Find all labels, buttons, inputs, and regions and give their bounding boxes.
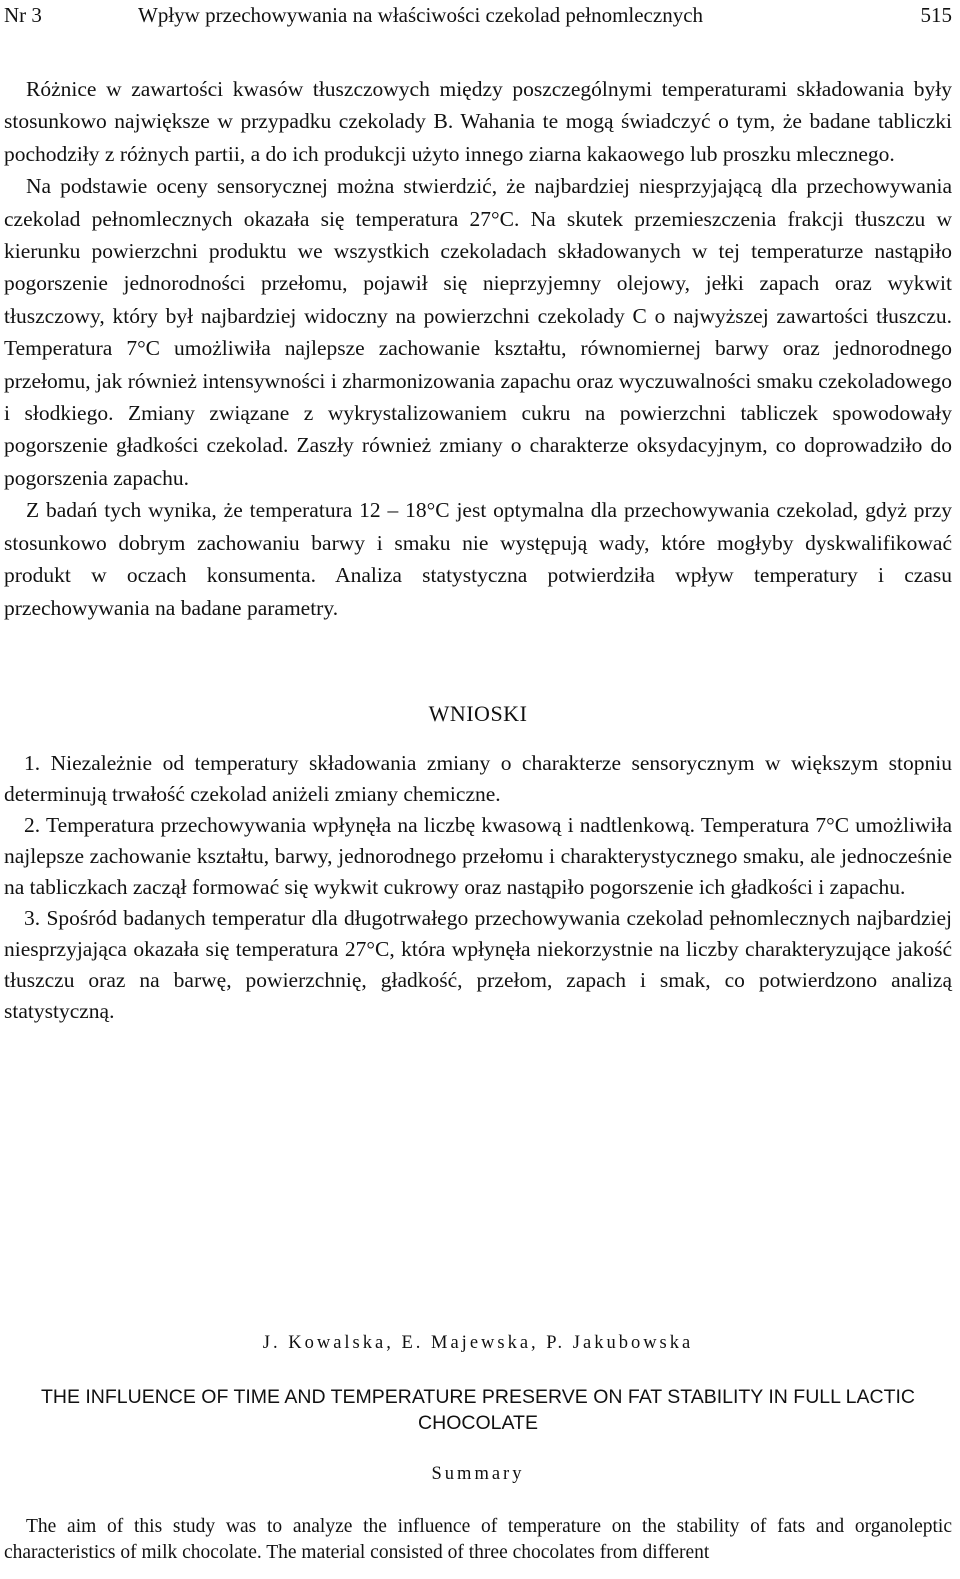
conclusions-heading: WNIOSKI [428,700,528,726]
summary-heading: Summary [431,1464,525,1484]
conclusion-item: 3. Spośród badanych temperatur dla długotrwałego przechowywania czekolad pełnomlecznych najbardziej niesprzyjająca okazała się temperatura 27°C, która wpłynęła niekorzystnie na liczby charakteryzujące jakość tłuszczu oraz na barwę, powierzchnię, gładkość, przełom, zapach i smak, co potwierdzono analizą statystyczną. [4,906,952,1024]
conclusion-item: 2. Temperatura przechowywania wpłynęła na liczbę kwasową i nadtlenkową. Temperatura 7°C umożliwiła najlepsze zachowanie kształtu, barwy, jednorodnego przełomu i charakterystycznego smaku, ale jednocześnie na tabliczkach zaczął formować się wykwit cukrowy oraz nastąpiło pogorszenie ich gładkości i zapachu. [4,813,952,900]
page-header [4,0,952,30]
page-number: 515 [920,3,952,27]
section-spacer [4,624,952,688]
summary-paragraph: The aim of this study was to analyze the influence of temperature on the stability of fats and organoleptic characteristics of milk chocolate. The material consisted of three chocolates from different [4,1516,952,1563]
paragraph-sensory: Na podstawie oceny sensorycznej można stwierdzić, że najbardziej niesprzyjającą dla przechowywania czekolad pełnomlecznych okazała się temperatura 27°C. Na skutek przemieszczenia frakcji tłuszczu w kierunku powierzchni produktu we wszystkich czekoladach składowanych w tej temperaturze nastąpiło pogorszenie jednorodności przełomu, pojawił się nieprzyjemny olejowy, jełki zapach oraz wykwit tłuszczowy, który był najbardziej widoczny na powierzchni czekolady C o najwyższej zawartości tłuszczu. Temperatura 7°C umożliwiła najlepsze zachowanie kształtu, równomiernej barwy oraz jednorodnego przełomu, jak również intensywności i zharmonizowania zapachu oraz wyczuwalności smaku czekoladowego i słodkiego. Zmiany związane z wykrystalizowaniem cukru na powierzchni tabliczek spowodowały pogorszenie gładkości czekolad. Zaszły również zmiany o charakterze oksydacyjnym, co doprowadziło do pogorszenia zapachu. [4,174,952,490]
issue-number: Nr 3 [4,3,42,27]
conclusion-item: 1. Niezależnie od temperatury składowania zmiany o charakterze sensorycznym w większym stopniu determinują trwałość czekolad aniżeli zmiany chemiczne. [4,751,952,807]
authors-line: J. Kowalska, E. Majewska, P. Jakubowska [262,1333,694,1353]
main-text [4,73,952,1027]
paragraph-optimal-temperature: Z badań tych wynika, że temperatura 12 – 18°C jest optymalna dla przechowywania czekolad, gdyż przy stosunkowo dobrym zachowaniu barwy i smaku nie występują wady, które mogłyby dyskwalifikować produkt w oczach konsumenta. Analiza statystyczna potwierdziła wpływ temperatury i czasu przechowywania na badane parametry. [4,498,952,620]
paragraph-fatty-acids: Różnice w zawartości kwasów tłuszczowych między poszczególnymi temperaturami składowania były stosunkowo największe w przypadku czekolady B. Wahania te mogą świadczyć o tym, że badane tabliczki pochodziły z różnych partii, a do ich produkcji użyto innego ziarna kakaowego lub proszku mlecznego. [4,77,952,166]
english-title: THE INFLUENCE OF TIME AND TEMPERATURE PRESERVE ON FAT STABILITY IN FULL LACTIC CHOCOLATE [40,1386,916,1434]
running-title: Wpływ przechowywania na właściwości czekolad pełnomlecznych [138,3,704,27]
